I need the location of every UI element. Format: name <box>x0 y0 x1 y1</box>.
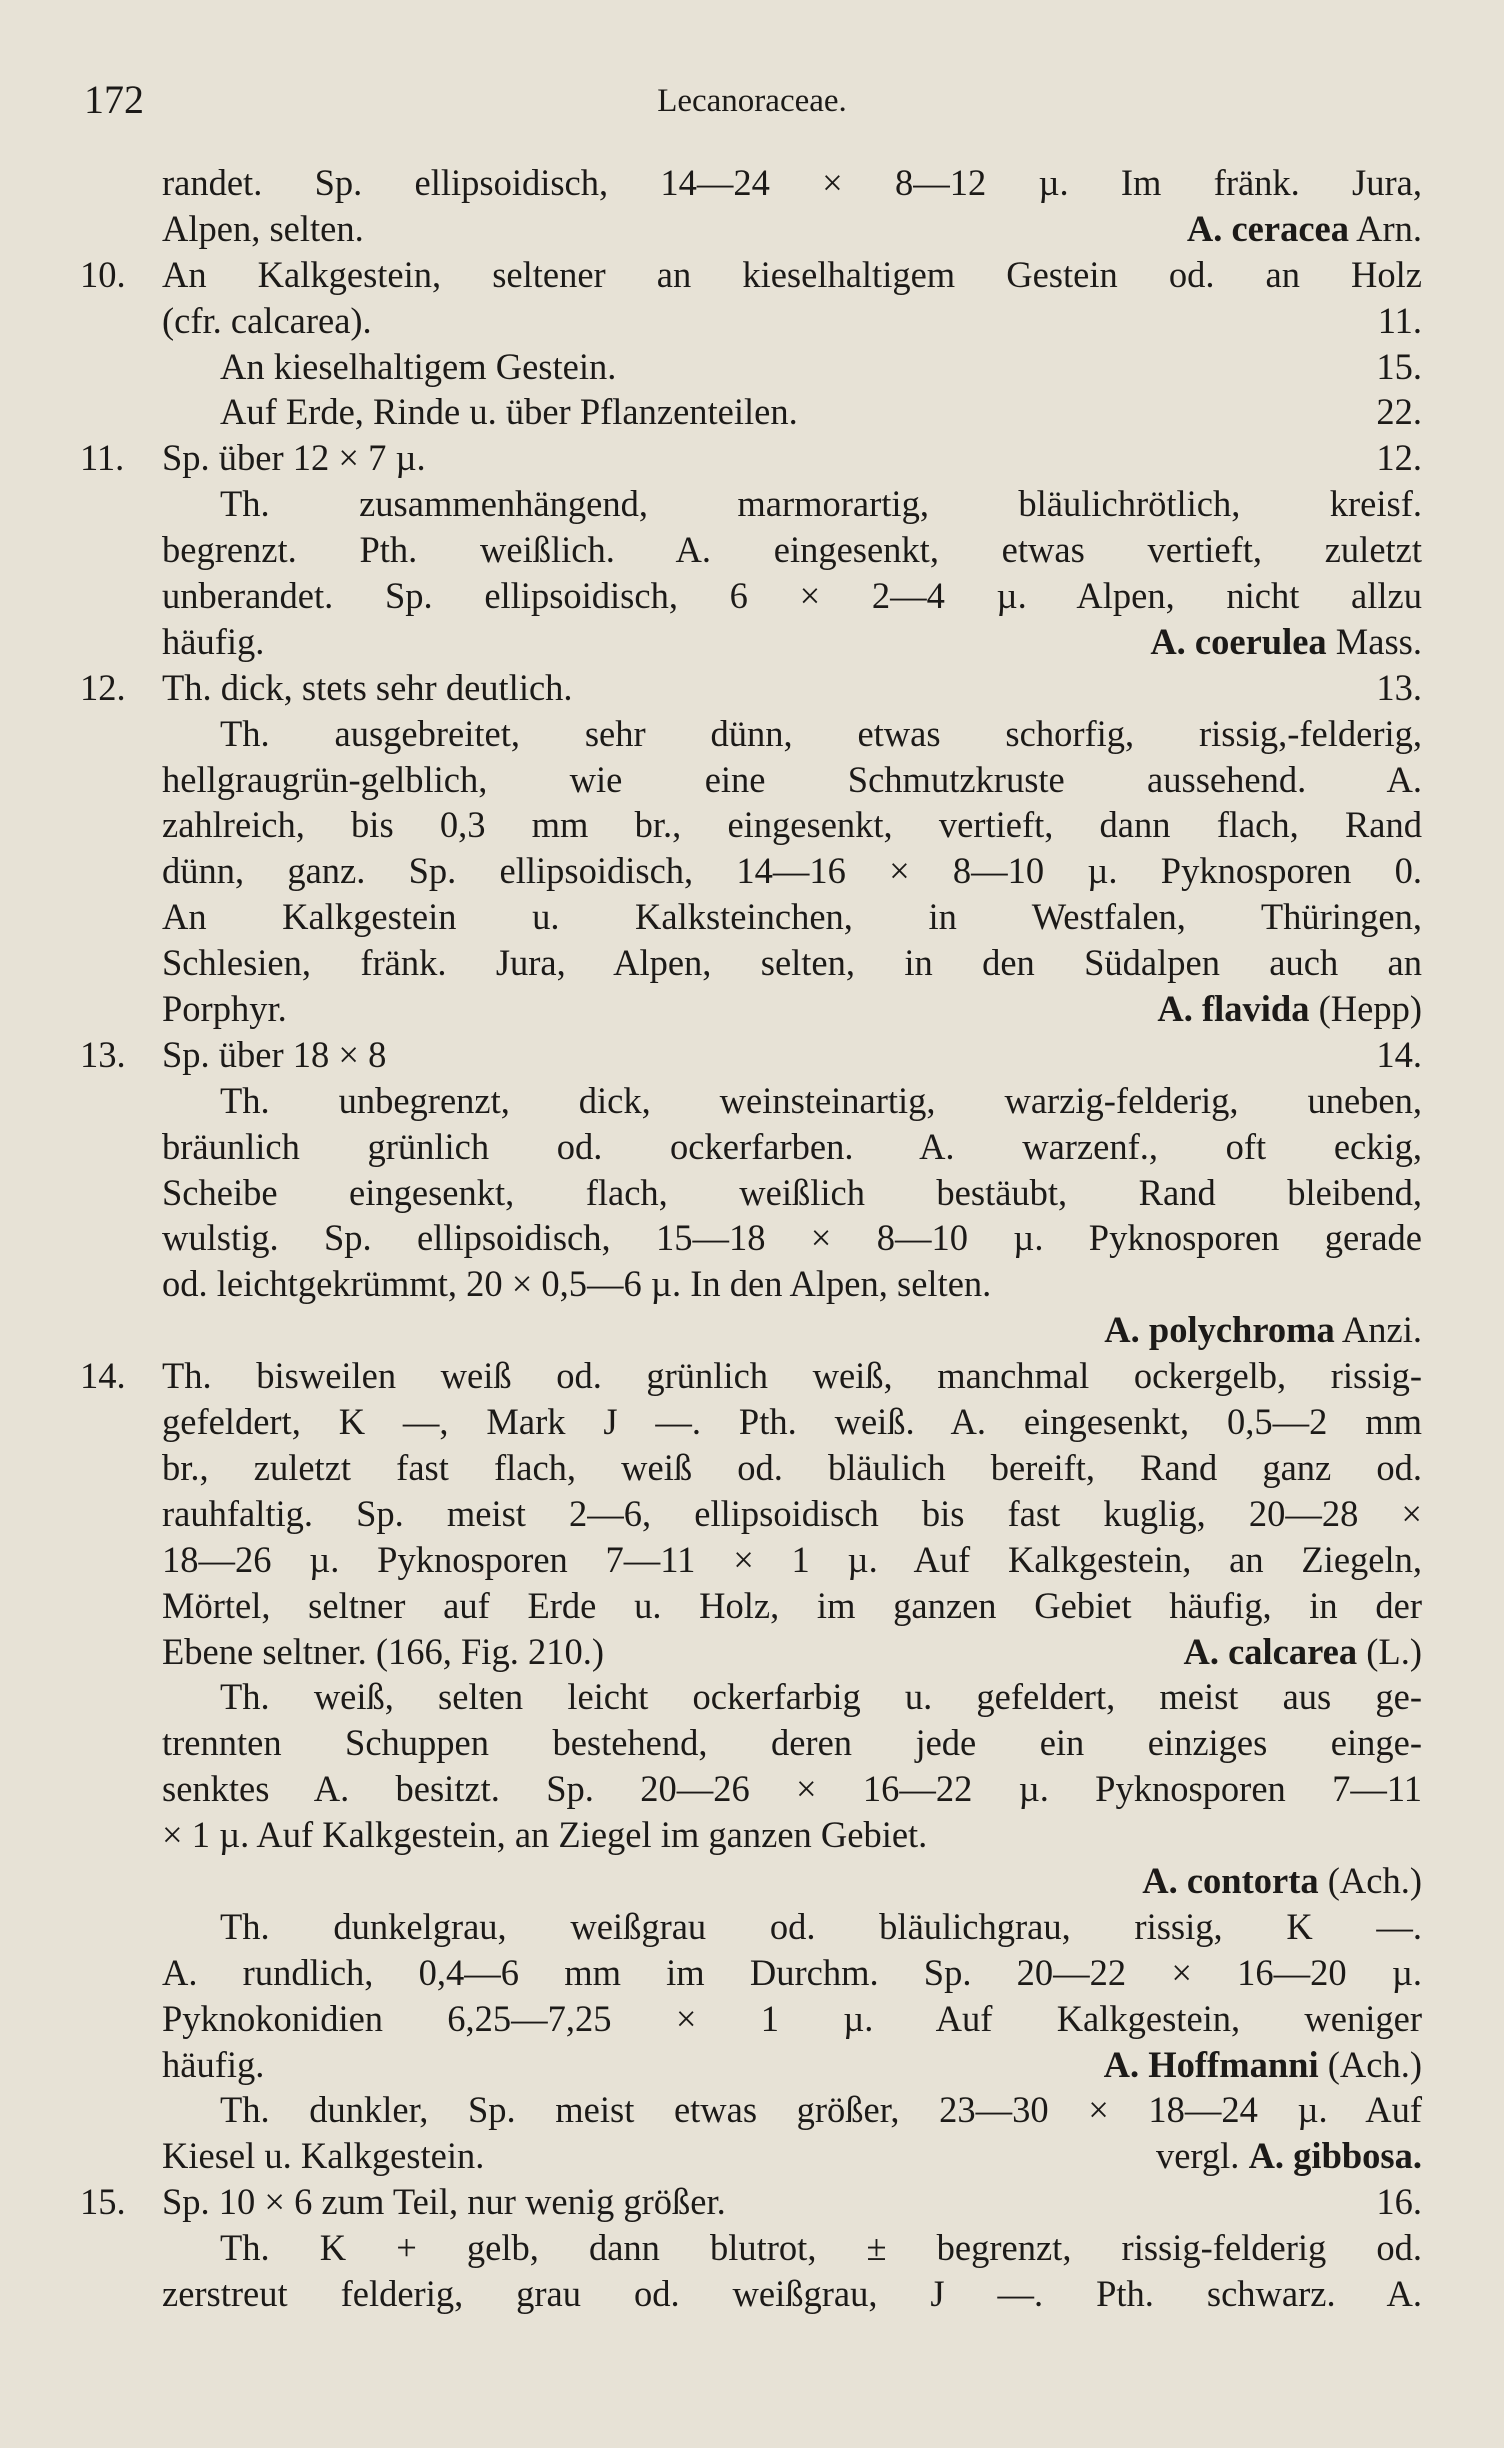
species-author: (Ach.) <box>1327 2043 1422 2085</box>
text-line <box>0 1124 1504 1170</box>
line-right <box>1376 2179 1422 2225</box>
text-line <box>0 1399 1504 1445</box>
species-author: Anzi. <box>1341 1309 1422 1351</box>
text-line <box>0 1445 1504 1491</box>
text-line <box>0 1583 1504 1629</box>
text-line <box>0 802 1504 848</box>
text-line <box>0 1904 1504 1950</box>
species-author: Mass. <box>1335 620 1422 662</box>
key-number: 11. <box>80 437 125 479</box>
text-line <box>0 1858 1504 1904</box>
line-text: od. leichtgekrümmt, 20 × 0,5—6 µ. In den Alpen, selten. <box>162 1263 992 1305</box>
key-reference: 16. <box>1376 2181 1422 2223</box>
key-number: 15. <box>80 2181 126 2223</box>
species-name: A. coerulea <box>1150 620 1327 662</box>
text-line <box>0 1766 1504 1812</box>
line-text: Th. ausgebreitet, sehr dünn, etwas schorfig, rissig,-felderig, <box>220 712 1422 754</box>
page-body <box>0 160 1504 2317</box>
line-text: Alpen, selten. <box>162 207 364 249</box>
line-text: Th. unbegrenzt, dick, weinsteinartig, warzig-felderig, uneben, <box>220 1079 1422 1121</box>
text-line <box>0 848 1504 894</box>
text-line <box>0 481 1504 527</box>
line-text: Pyknokonidien 6,25—7,25 × 1 µ. Auf Kalkgestein, weniger <box>162 1997 1422 2039</box>
line-right <box>1376 1032 1422 1078</box>
text-line <box>0 435 1504 481</box>
line-text: Auf Erde, Rinde u. über Pflanzenteilen. <box>220 391 798 433</box>
line-text: hellgraugrün-gelblich, wie eine Schmutzkruste aussehend. A. <box>162 758 1422 800</box>
text-line <box>0 298 1504 344</box>
text-line <box>0 1170 1504 1216</box>
line-text: An Kalkgestein, seltener an kieselhaltigem Gestein od. an Holz <box>162 253 1422 295</box>
line-right <box>1376 389 1422 435</box>
text-line <box>0 1629 1504 1675</box>
line-right <box>1104 1307 1422 1353</box>
text-line <box>0 2087 1504 2133</box>
line-text: An kieselhaltigem Gestein. <box>220 345 617 387</box>
text-line <box>0 252 1504 298</box>
key-number: 14. <box>80 1355 126 1397</box>
line-right <box>1157 986 1422 1032</box>
line-text: × 1 µ. Auf Kalkgestein, an Ziegel im ganzen Gebiet. <box>162 1814 928 1856</box>
line-text: Sp. über 12 × 7 µ. <box>162 437 426 479</box>
line-text: A. rundlich, 0,4—6 mm im Durchm. Sp. 20—22 × 16—20 µ. <box>162 1951 1422 1993</box>
line-text: (cfr. calcarea). <box>162 299 372 341</box>
text-line <box>0 1261 1504 1307</box>
line-text: br., zuletzt fast flach, weiß od. bläulich bereift, Rand ganz od. <box>162 1446 1422 1488</box>
text-line <box>0 1950 1504 1996</box>
line-text: Mörtel, seltner auf Erde u. Holz, im ganzen Gebiet häufig, in der <box>162 1584 1422 1626</box>
line-text: Kiesel u. Kalkgestein. <box>162 2135 485 2177</box>
line-text: Th. dunkler, Sp. meist etwas größer, 23—30 × 18—24 µ. Auf <box>220 2089 1422 2131</box>
text-line <box>0 1491 1504 1537</box>
text-line <box>0 665 1504 711</box>
line-text: zerstreut felderig, grau od. weißgrau, J —. Pth. schwarz. A. <box>162 2272 1422 2314</box>
line-text: Th. bisweilen weiß od. grünlich weiß, manchmal ockergelb, rissig- <box>162 1355 1422 1397</box>
key-number: 10. <box>80 253 126 295</box>
line-right <box>1142 1858 1422 1904</box>
text-line <box>0 389 1504 435</box>
text-line <box>0 619 1504 665</box>
text-line <box>0 1032 1504 1078</box>
line-text: trennten Schuppen bestehend, deren jede ein einziges einge- <box>162 1722 1422 1764</box>
line-text: zahlreich, bis 0,3 mm br., eingesenkt, vertieft, dann flach, Rand <box>162 804 1422 846</box>
text-line <box>0 1307 1504 1353</box>
text-line <box>0 1078 1504 1124</box>
line-text: unberandet. Sp. ellipsoidisch, 6 × 2—4 µ. Alpen, nicht allzu <box>162 575 1422 617</box>
species-name: A. gibbosa. <box>1248 2135 1422 2177</box>
line-text: wulstig. Sp. ellipsoidisch, 15—18 × 8—10 µ. Pyknosporen gerade <box>162 1217 1422 1259</box>
line-text: senktes A. besitzt. Sp. 20—26 × 16—22 µ. Pyknosporen 7—11 <box>162 1768 1422 1810</box>
text-line <box>0 2179 1504 2225</box>
line-text: 18—26 µ. Pyknosporen 7—11 × 1 µ. Auf Kalkgestein, an Ziegeln, <box>162 1538 1422 1580</box>
page-number: 172 <box>84 77 144 122</box>
line-text: Th. dunkelgrau, weißgrau od. bläulichgrau, rissig, K —. <box>220 1905 1422 1947</box>
line-right <box>1156 2133 1422 2179</box>
line-right <box>1376 665 1422 711</box>
line-text: Th. K + gelb, dann blutrot, ± begrenzt, rissig-felderig od. <box>220 2227 1422 2269</box>
line-right <box>1183 1629 1422 1675</box>
text-line <box>0 527 1504 573</box>
line-right <box>1376 435 1422 481</box>
species-name: A. flavida <box>1157 988 1310 1030</box>
line-text: Sp. 10 × 6 zum Teil, nur wenig größer. <box>162 2181 726 2223</box>
line-right <box>1376 344 1422 390</box>
text-line <box>0 1215 1504 1261</box>
line-text: An Kalkgestein u. Kalksteinchen, in Westfalen, Thüringen, <box>162 896 1422 938</box>
text-line <box>0 2042 1504 2088</box>
text-line <box>0 1812 1504 1858</box>
text-line <box>0 940 1504 986</box>
species-author: (Hepp) <box>1318 988 1422 1030</box>
key-reference: 13. <box>1376 666 1422 708</box>
line-text: begrenzt. Pth. weißlich. A. eingesenkt, etwas vertieft, zuletzt <box>162 529 1422 571</box>
species-author: (Ach.) <box>1327 1859 1422 1901</box>
line-text: Ebene seltner. (166, Fig. 210.) <box>162 1630 604 1672</box>
text-line <box>0 894 1504 940</box>
text-line <box>0 986 1504 1032</box>
text-line <box>0 1537 1504 1583</box>
key-reference: 11. <box>1377 299 1422 341</box>
line-right <box>1187 206 1422 252</box>
text-line <box>0 573 1504 619</box>
text-line <box>0 2133 1504 2179</box>
text-line <box>0 1996 1504 2042</box>
species-name: A. contorta <box>1142 1859 1319 1901</box>
line-text: Th. zusammenhängend, marmorartig, bläulichrötlich, kreisf. <box>220 483 1422 525</box>
line-text: Porphyr. <box>162 988 287 1030</box>
text-line <box>0 160 1504 206</box>
line-text: Th. weiß, selten leicht ockerfarbig u. gefeldert, meist aus ge- <box>220 1676 1422 1718</box>
species-name: A. polychroma <box>1104 1309 1335 1351</box>
text-line <box>0 711 1504 757</box>
text-line <box>0 1674 1504 1720</box>
text-line <box>0 344 1504 390</box>
line-text: Sp. über 18 × 8 <box>162 1033 387 1075</box>
key-number: 12. <box>80 666 126 708</box>
line-right <box>1150 619 1422 665</box>
text-line <box>0 2271 1504 2317</box>
text-line <box>0 757 1504 803</box>
line-text: Schlesien, fränk. Jura, Alpen, selten, in den Südalpen auch an <box>162 942 1422 984</box>
compare-prefix: vergl. <box>1155 2135 1240 2177</box>
line-right <box>1378 298 1422 344</box>
key-reference: 22. <box>1376 391 1422 433</box>
text-line <box>0 1720 1504 1766</box>
line-text: Scheibe eingesenkt, flach, weißlich bestäubt, Rand bleibend, <box>162 1171 1422 1213</box>
key-reference: 15. <box>1376 345 1422 387</box>
species-name: A. calcarea <box>1183 1630 1358 1672</box>
line-right <box>1104 2042 1422 2088</box>
key-reference: 12. <box>1376 437 1422 479</box>
line-text: Th. dick, stets sehr deutlich. <box>162 666 573 708</box>
text-line <box>0 1353 1504 1399</box>
line-text: häufig. <box>162 2043 265 2085</box>
key-number: 13. <box>80 1033 126 1075</box>
running-head: Lecanoraceae. <box>657 83 847 119</box>
line-text: randet. Sp. ellipsoidisch, 14—24 × 8—12 µ. Im fränk. Jura, <box>162 162 1422 203</box>
line-text: gefeldert, K —, Mark J —. Pth. weiß. A. eingesenkt, 0,5—2 mm <box>162 1401 1422 1443</box>
species-name: A. ceracea <box>1186 207 1349 249</box>
line-text: bräunlich grünlich od. ockerfarben. A. warzenf., oft eckig, <box>162 1125 1422 1167</box>
species-author: (L.) <box>1366 1630 1422 1672</box>
text-line <box>0 2225 1504 2271</box>
key-reference: 14. <box>1376 1033 1422 1075</box>
text-line <box>0 206 1504 252</box>
line-text: dünn, ganz. Sp. ellipsoidisch, 14—16 × 8—10 µ. Pyknosporen 0. <box>162 850 1422 892</box>
species-author: Arn. <box>1356 207 1422 249</box>
line-text: rauhfaltig. Sp. meist 2—6, ellipsoidisch bis fast kuglig, 20—28 × <box>162 1492 1422 1534</box>
species-name: A. Hoffmanni <box>1103 2043 1319 2085</box>
line-text: häufig. <box>162 620 265 662</box>
